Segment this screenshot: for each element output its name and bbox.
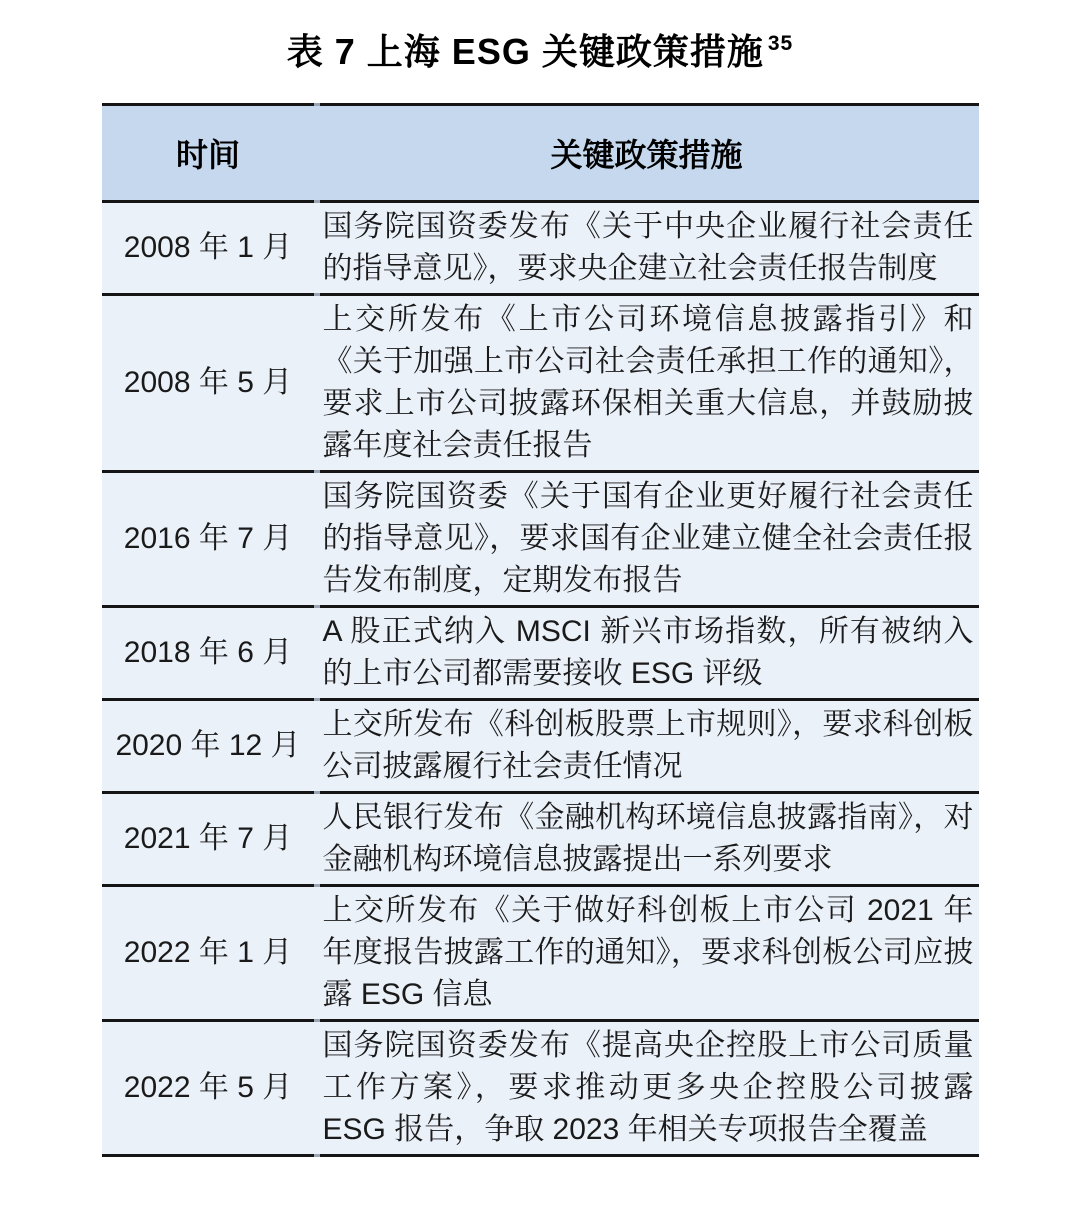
table-row (102, 470, 979, 605)
measure-cell: 上交所发布《上市公司环境信息披露指引》和《关于加强上市公司社会责任承担工作的通知》，要求上市公司披露环保相关重大信息，并鼓励披露年度社会责任报告 (315, 293, 979, 470)
table-body (102, 200, 979, 1157)
header-cell-time: 时间 (102, 103, 315, 200)
time-cell: 2022 年 1 月 (102, 884, 315, 1019)
table-row (102, 605, 979, 698)
header-row (102, 103, 979, 200)
table-row (102, 791, 979, 884)
header-cell-measure: 关键政策措施 (315, 103, 979, 200)
time-cell: 2020 年 12 月 (102, 698, 315, 791)
measure-cell: 国务院国资委《关于国有企业更好履行社会责任的指导意见》，要求国有企业建立健全社会责任报告发布制度，定期发布报告 (315, 470, 979, 605)
time-cell: 2008 年 1 月 (102, 200, 315, 293)
table-row (102, 698, 979, 791)
table-title (0, 0, 1080, 75)
footnote-ref: 35 (767, 32, 794, 55)
table-row (102, 293, 979, 470)
table-title-text: 表 7 上海 ESG 关键政策措施 (286, 31, 764, 72)
time-cell: 2016 年 7 月 (102, 470, 315, 605)
measure-cell: 国务院国资委发布《提高央企控股上市公司质量工作方案》，要求推动更多央企控股公司披露 ESG 报告，争取 2023 年相关专项报告全覆盖 (315, 1019, 979, 1157)
esg-policy-table (102, 103, 979, 1157)
measure-cell: 上交所发布《科创板股票上市规则》，要求科创板公司披露履行社会责任情况 (315, 698, 979, 791)
table-row (102, 1019, 979, 1157)
time-cell: 2021 年 7 月 (102, 791, 315, 884)
table-row (102, 884, 979, 1019)
measure-cell: 上交所发布《关于做好科创板上市公司 2021 年年度报告披露工作的通知》，要求科创板公司应披露 ESG 信息 (315, 884, 979, 1019)
measure-cell: 人民银行发布《金融机构环境信息披露指南》，对金融机构环境信息披露提出一系列要求 (315, 791, 979, 884)
table-row (102, 200, 979, 293)
time-cell: 2008 年 5 月 (102, 293, 315, 470)
time-cell: 2022 年 5 月 (102, 1019, 315, 1157)
measure-cell: A 股正式纳入 MSCI 新兴市场指数，所有被纳入的上市公司都需要接收 ESG 评级 (315, 605, 979, 698)
measure-cell: 国务院国资委发布《关于中央企业履行社会责任的指导意见》，要求央企建立社会责任报告制度 (315, 200, 979, 293)
time-cell: 2018 年 6 月 (102, 605, 315, 698)
